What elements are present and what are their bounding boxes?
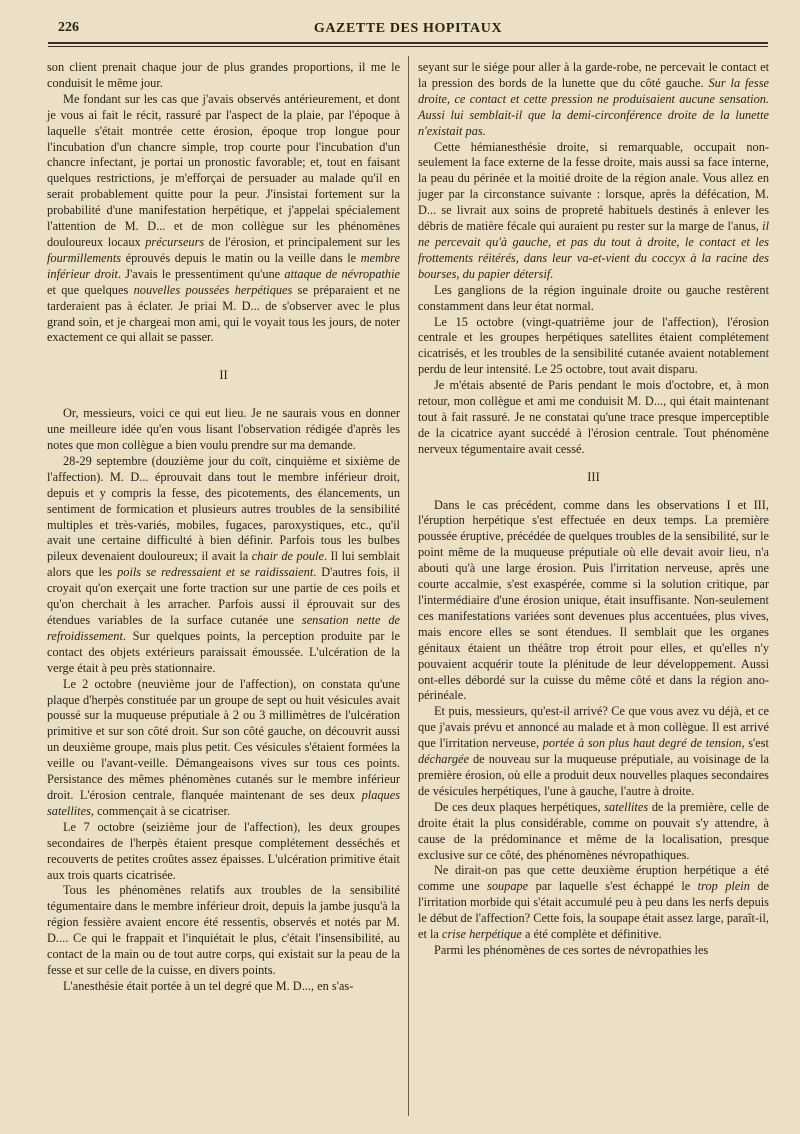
section-heading: II bbox=[219, 368, 228, 383]
paragraph: son client prenait chaque jour de plus grandes proportions, il me le conduisit le même jour. bbox=[47, 60, 400, 90]
paragraph: Tous les phénomènes relatifs aux troubles de la sensibilité tégumentaire dans le membre inférieur droit, depuis la jambe jusqu'à la région fessière avaient encore été ressentis, observés et notés par M. D.... Ce qui le frappait et l'inquiétait le plus, c'était l'insensibilité, au contact de la main ou de tout autre corps, qui existait sur la peau de la fesse et sur celle de la cuisse, en divers points. bbox=[47, 883, 400, 977]
paragraph: De ces deux plaques herpétiques, satellites de la première, celle de droite était la plus considérable, comme on pouvait s'y attendre, à cause de la prédominance et même de la localisation, presque exclusive sur ce côté, des phénomènes névropathiques. bbox=[418, 799, 769, 862]
paragraph: Les ganglions de la région inguinale droite ou gauche restèrent constamment dans leur état normal. bbox=[418, 282, 769, 313]
page-header bbox=[48, 18, 768, 44]
page-title: GAZETTE DES HOPITAUX bbox=[313, 21, 503, 36]
left-column bbox=[47, 60, 400, 995]
paragraph: Cette hémianesthésie droite, si remarquable, occupait non-seulement la face externe de la fesse droite, mais aussi sa face interne, la peau du périnée et la moitié droite de la région anale. Vous allez en juger par la circonstance suivante : lorsque, après la défécation, M. D... se livrait aux soins de propreté habituels destinés à enlever les débris de matière fécale qui auraient pu rester sur la marge de l'anus, il ne percevait qu'à gauche, et pas du tout à droite, le contact et les frottements réitérés, dans leur va-et-vient du coccyx à la racine des bourses, du papier détersif. bbox=[418, 139, 769, 281]
paragraph: Je m'étais absenté de Paris pendant le mois d'octobre, et, à mon retour, mon collègue et ami me conduisit M. D..., qui était maintenant tout à fait rassuré. Je ne constatai qu'une trace presque imperceptible de la cicatrice ayant succédé à l'érosion centrale. Tout phénomène nerveux tégumentaire avait cessé. bbox=[418, 378, 769, 456]
header-rule-thin bbox=[48, 46, 768, 47]
paragraph: Le 15 octobre (vingt-quatrième jour de l'affection), l'érosion centrale et les groupes herpétiques satellites étaient complétement cicatrisés, et les troubles de la sensibilité cutanée avaient notablement perdu de leur intensité. Le 25 octobre, tout avait disparu. bbox=[418, 314, 769, 377]
paragraph: Parmi les phénomènes de ces sortes de névropathies les bbox=[434, 942, 709, 957]
paragraph: Me fondant sur les cas que j'avais observés antérieurement, et dont je vous ai fait le récit, rassuré par l'aspect de la plaie, par l'époque à laquelle s'était montrée cette érosion, époque trop longue pour l'incubation d'un chancre simple, trop courte pour l'incubation d'un chancre infectant, je portai un pronostic favorable; et, tout en faisant quelques restrictions, je m'efforçai de persuader au malade qu'il en serait probablement quitte pour la peur. J'insistai fortement sur la probabilité d'une manifestation herpétique, et j'appelai spécialement l'attention de M. D... et de mon collègue sur les phénomènes douloureux locaux précurseurs de l'érosion, et principalement sur les fourmillements éprouvés depuis le matin ou la veille dans le membre inférieur droit. J'avais le pressentiment qu'une attaque de névropathie et que quelques nouvelles poussées herpétiques se préparaient et ne tarderaient pas à éclater. Je priai M. D... de s'observer avec le plus grand soin, et je chargeai mon ami, qui le voyait tous les jours, de noter exactement ce qui allait se passer. bbox=[47, 91, 401, 345]
paragraph: Or, messieurs, voici ce qui eut lieu. Je ne saurais vous en donner une meilleure idée qu'en vous lisant l'observation rédigée d'après les notes que mon collègue a bien voulu prendre sur ma demande. bbox=[47, 406, 400, 453]
paragraph: 28-29 septembre (douzième jour du coït, cinquième et sixième de l'affection). M. D... éprouvait dans tout le membre inférieur droit, depuis et y compris la fesse, des picotements, des élancements, un sentiment de formication et plusieurs autres troubles de la sensibilité multiples et très-variés, mobiles, fugaces, paroxystiques, etc., qu'il avait une certaine difficulté à bien définir. Parfois tous les bulbes pileux devenaient douloureux; il avait la chair de poule. Il lui semblait alors que les poils se redressaient et se raidissaient. D'autres fois, il croyait qu'on exerçait une forte traction sur une partie de ces poils et qu'on cherchait à les arracher. Parfois aussi il éprouvait sur des étendues variables de la surface cutanée une sensation nette de refroidissement. Sur quelques points, la perception produite par le contact des objets extérieurs paraissait émoussée. L'ulcération de la verge était à peu près stationnaire. bbox=[47, 453, 401, 675]
paragraph: Dans le cas précédent, comme dans les observations I et III, l'éruption herpétique s'est effectuée en deux temps. La première poussée éruptive, précédée de quelques troubles de la sensibilité, sur le point même de la muqueuse préputiale où elle devait avoir lieu, n'a abouti qu'à une large érosion. Puis l'irritation nerveuse, après une courte accalmie, s'est exaspérée, comme si la solution critique, par l'intermédiaire d'une érosion unique, était insuffisante. Non-seulement ces manifestations variées sont devenues plus accentuées, plus vives, mais encore elles se sont étendues. Il semblait que les organes génitaux étaient un théâtre trop étroit pour elles, et qu'elles n'y pouvaient acquérir toute la plénitude de leur développement. Aussi ont-elles débordé sur la cuisse du même côté et dans la région ano-périnéale. bbox=[418, 497, 769, 703]
header-rule bbox=[48, 42, 768, 44]
paragraph: Ne dirait-on pas que cette deuxième éruption herpétique a été comme une soupape par laquelle s'est échappé le trop plein de l'irritation morbide qui s'était accumulé peu à peu dans les nerfs depuis le début de l'affection? Cette fois, la soupape était assez large, paraît-il, et la crise herpétique a été complète et définitive. bbox=[418, 863, 769, 942]
paragraph: Le 2 octobre (neuvième jour de l'affection), on constata qu'une plaque d'herpès constituée par un groupe de sept ou huit vésicules avait poussé sur la muqueuse préputiale à 2 ou 3 millimètres de l'ulcération primitive et sur son côté droit. Sur son côté gauche, on découvrit aussi un deuxième groupe, mais plus petit. Ces vésicules s'étaient formées la veille ou l'avant-veille. Démangeaisons vives sur tous ces points. Persistance des mêmes phénomènes cutanés sur le membre inférieur droit. L'érosion centrale, flanquée maintenant de ses deux plaques satellites, commençait à se cicatriser. bbox=[47, 676, 400, 818]
section-heading: III bbox=[587, 469, 600, 484]
column-divider bbox=[408, 56, 409, 1116]
paragraph: Et puis, messieurs, qu'est-il arrivé? Ce que vous avez vu déjà, et ce que j'avais prévu et annoncé au malade et à mon collègue. Il est arrivé que l'irritation nerveuse, portée à son plus haut degré de tension, s'est déchargée de nouveau sur la muqueuse préputiale, au voisinage de la première érosion, où elle a produit deux nouvelles plaques secondaires de vésicules herpétiques, l'une à gauche, l'autre à droite. bbox=[418, 704, 769, 798]
page-number: 226 bbox=[58, 20, 79, 35]
paragraph: L'anesthésie était portée à un tel degré que M. D..., en s'as- bbox=[63, 978, 354, 993]
right-column bbox=[418, 60, 769, 959]
paragraph: Le 7 octobre (seizième jour de l'affection), les deux groupes secondaires de l'herpès étaient presque complétement desséchés et recouverts de petites croûtes assez épaisses. L'ulcération primitive était aux trois quarts cicatrisée. bbox=[47, 819, 400, 882]
paragraph: seyant sur le siége pour aller à la garde-robe, ne percevait le contact et la pression des bords de la lunette que du côté gauche. Sur la fesse droite, ce contact et cette pression ne produisaient aucune sensation. Aussi lui semblait-il que la demi-circonférence droite de la lunette n'existait pas. bbox=[418, 60, 769, 138]
